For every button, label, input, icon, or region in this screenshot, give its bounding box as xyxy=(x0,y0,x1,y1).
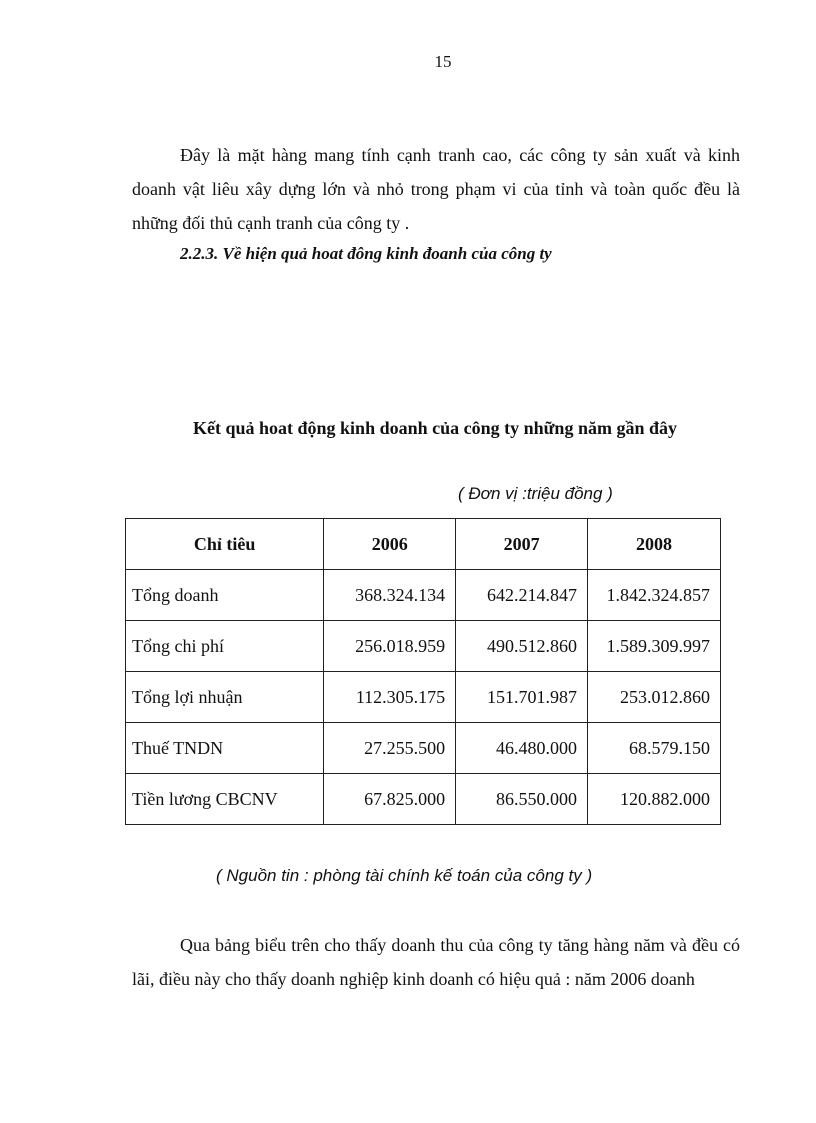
page-number: 15 xyxy=(434,52,452,71)
row-label: Thuế TNDN xyxy=(126,723,324,774)
source-note: ( Nguồn tin : phòng tài chính kế toán của công ty ) xyxy=(216,866,593,885)
table-row xyxy=(126,570,721,621)
section-heading: 2.2.3. Về hiện quả hoat đông kinh đoanh của công ty xyxy=(180,244,552,263)
cell-value: 253.012.860 xyxy=(588,672,721,723)
row-label: Tổng chi phí xyxy=(126,621,324,672)
header-indicator: Chỉ tiêu xyxy=(126,519,324,570)
closing-paragraph: Qua bảng biểu trên cho thấy doanh thu của công ty tăng hàng năm và đều có lãi, điều này cho thấy doanh nghiệp kinh doanh có hiệu quả : năm 2006 doanh xyxy=(132,935,740,989)
row-label: Tiền lương CBCNV xyxy=(126,774,324,825)
cell-value: 1.589.309.997 xyxy=(588,621,721,672)
table-header-row xyxy=(126,519,721,570)
cell-value: 368.324.134 xyxy=(324,570,456,621)
cell-value: 27.255.500 xyxy=(324,723,456,774)
row-label: Tổng doanh xyxy=(126,570,324,621)
row-label: Tổng lợi nhuận xyxy=(126,672,324,723)
intro-paragraph: Đây là mặt hàng mang tính cạnh tranh cao, các công ty sản xuất và kinh doanh vật liêu xây dựng lớn và nhỏ trong phạm vi của tỉnh và toàn quốc đều là những đối thủ cạnh tranh của công ty . xyxy=(132,145,740,233)
cell-value: 120.882.000 xyxy=(588,774,721,825)
cell-value: 490.512.860 xyxy=(456,621,588,672)
cell-value: 256.018.959 xyxy=(324,621,456,672)
cell-value: 112.305.175 xyxy=(324,672,456,723)
table-row xyxy=(126,621,721,672)
cell-value: 68.579.150 xyxy=(588,723,721,774)
cell-value: 86.550.000 xyxy=(456,774,588,825)
table-row xyxy=(126,723,721,774)
cell-value: 642.214.847 xyxy=(456,570,588,621)
table-row xyxy=(126,774,721,825)
cell-value: 46.480.000 xyxy=(456,723,588,774)
business-results-table xyxy=(125,518,721,825)
header-year-2008: 2008 xyxy=(588,519,721,570)
cell-value: 151.701.987 xyxy=(456,672,588,723)
table-title: Kết quả hoat động kinh doanh của công ty những năm gần đây xyxy=(193,418,677,438)
header-year-2007: 2007 xyxy=(456,519,588,570)
cell-value: 67.825.000 xyxy=(324,774,456,825)
table-row xyxy=(126,672,721,723)
cell-value: 1.842.324.857 xyxy=(588,570,721,621)
header-year-2006: 2006 xyxy=(324,519,456,570)
unit-note: ( Đơn vị :triệu đồng ) xyxy=(458,484,613,503)
